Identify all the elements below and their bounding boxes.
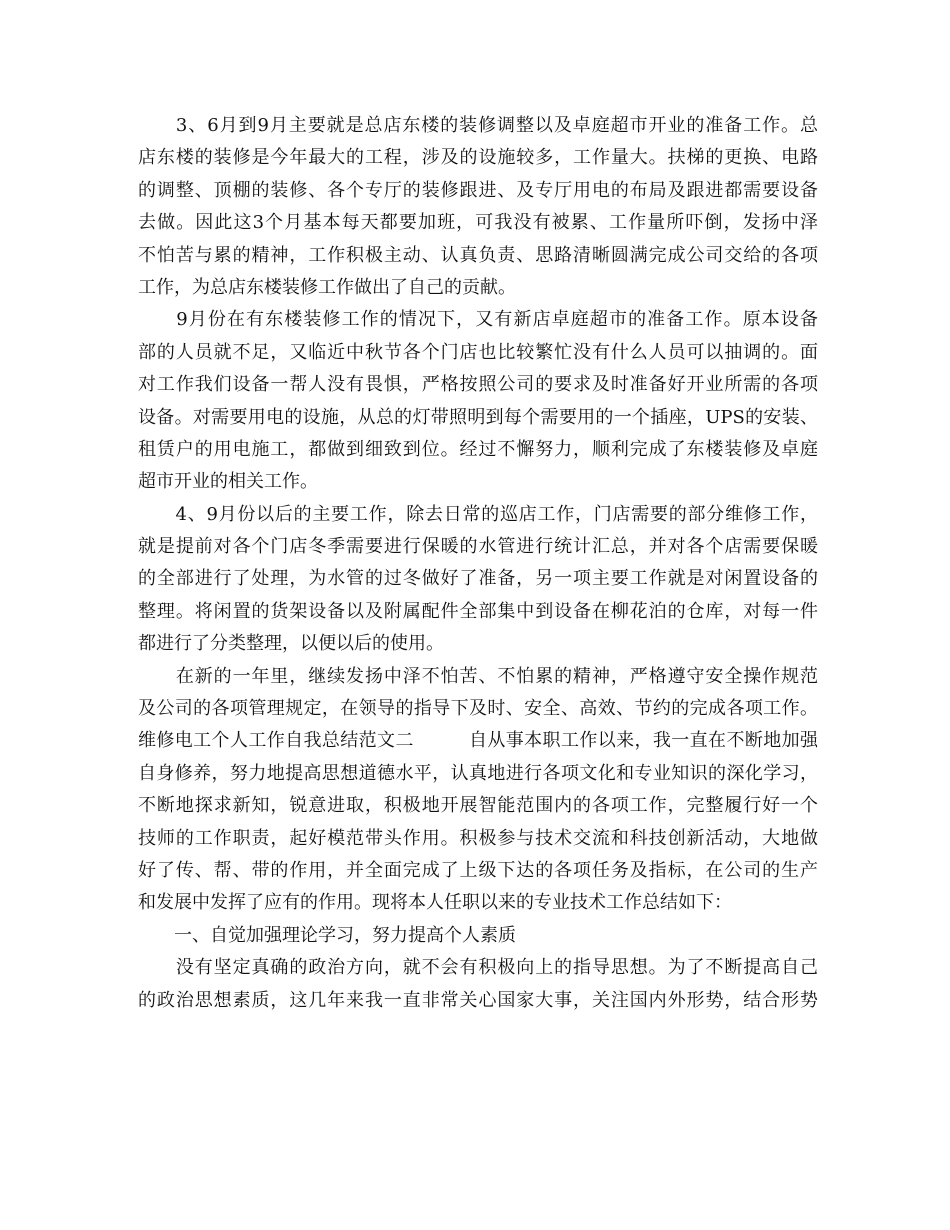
text-line: 不断地探求新知，锐意进取，积极地开展智能范围内的各项工作，完整履行好一个	[138, 795, 818, 817]
text-line: 的全部进行了处理，为水管的过冬做好了准备，另一项主要工作就是对闲置设备的	[138, 568, 818, 590]
text-line: 部的人员就不足，又临近中秋节各个门店也比较繁忙没有什么人员可以抽调的。面	[138, 341, 818, 363]
text-line: 超市开业的相关工作。	[138, 471, 318, 493]
text-line: 3、6月到9月主要就是总店东楼的装修调整以及卓庭超市开业的准备工作。总	[138, 115, 818, 136]
text-line: 技师的工作职责，起好模范带头作用。积极参与技术交流和科技创新活动，大地做	[138, 827, 818, 849]
text-line: 不怕苦与累的精神，工作积极主动、认真负责、思路清晰圆满完成公司交给的各项	[138, 244, 818, 266]
text-line: 整理。将闲置的货架设备以及附属配件全部集中到设备在柳花泊的仓库，对每一件	[138, 600, 818, 622]
text-line: 维修电工个人工作自我总结范文二 自从事本职工作以来，我一直在不断地加强	[138, 730, 818, 752]
text-line: 及公司的各项管理规定，在领导的指导下及时、安全、高效、节约的完成各项工作。	[138, 698, 818, 720]
text-line: 自身修养，努力地提高思想道德水平，认真地进行各项文化和专业知识的深化学习，	[138, 762, 818, 784]
text-line: 租赁户的用电施工，都做到细致到位。经过不懈努力，顺利完成了东楼装修及卓庭	[138, 438, 818, 460]
text-line: 都进行了分类整理，以便以后的使用。	[138, 633, 444, 655]
text-line: 的政治思想素质，这几年来我一直非常关心国家大事，关注国内外形势，结合形势	[138, 989, 818, 1011]
text-line: 9月份在有东楼装修工作的情况下，又有新店卓庭超市的准备工作。原本设备	[138, 309, 818, 331]
text-line: 没有坚定真确的政治方向，就不会有积极向上的指导思想。为了不断提高自己	[138, 957, 818, 979]
text-line: 去做。因此这3个月基本每天都要加班，可我没有被累、工作量所吓倒，发扬中泽	[138, 212, 818, 234]
text-line: 一、自觉加强理论学习，努力提高个人素质	[138, 924, 516, 946]
text-line: 对工作我们设备一帮人没有畏惧，严格按照公司的要求及时准备好开业所需的各项	[138, 374, 818, 396]
text-line: 在新的一年里，继续发扬中泽不怕苦、不怕累的精神，严格遵守安全操作规范	[138, 665, 818, 687]
text-line: 工作，为总店东楼装修工作做出了自己的贡献。	[138, 276, 516, 298]
document-body	[138, 110, 818, 1017]
text-line: 设备。对需要用电的设施，从总的灯带照明到每个需要用的一个插座，UPS的安装、	[138, 406, 818, 428]
text-line: 店东楼的装修是今年最大的工程，涉及的设施较多，工作量大。扶梯的更换、电路	[138, 147, 818, 169]
text-line: 就是提前对各个门店冬季需要进行保暖的水管进行统计汇总，并对各个店需要保暖	[138, 536, 818, 558]
text-line: 的调整、顶棚的装修、各个专厅的装修跟进、及专厅用电的布局及跟进都需要设备	[138, 179, 818, 201]
text-line: 好了传、帮、带的作用，并全面完成了上级下达的各项任务及指标，在公司的生产	[138, 859, 818, 881]
text-line: 4、9月份以后的主要工作，除去日常的巡店工作，门店需要的部分维修工作，	[138, 503, 818, 525]
text-line: 和发展中发挥了应有的作用。现将本人任职以来的专业技术工作总结如下：	[138, 892, 732, 914]
